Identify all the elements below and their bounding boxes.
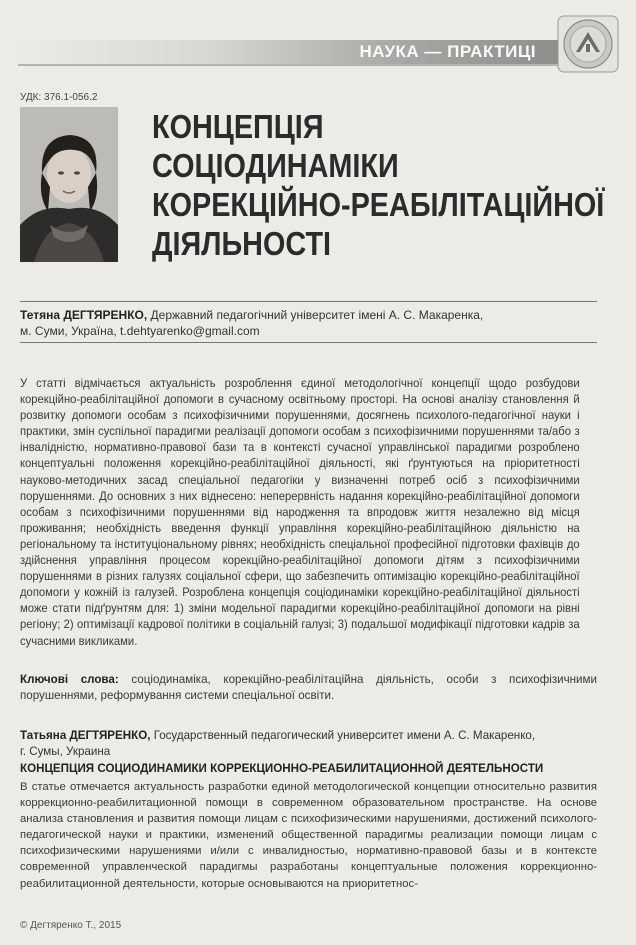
udk-code: УДК: 376.1-056.2 [20, 92, 98, 103]
article-title-line: ДІЯЛЬНОСТІ [152, 226, 332, 263]
journal-logo-icon [556, 14, 620, 74]
author-ru-affiliation: Государственный педагогический университет имени А. С. Макаренко, [150, 729, 536, 742]
author-ru-block [20, 728, 580, 760]
author-ua-affiliation: Державний педагогічний університет імені А. С. Макаренка, [147, 308, 484, 322]
author-ua-location-email: м. Суми, Україна, t.dehtyarenko@gmail.com [20, 324, 260, 338]
author-photo [20, 107, 118, 262]
author-ru-name: Татьяна ДЕГТЯРЕНКО, [20, 729, 151, 742]
keywords-label: Ключові слова: [20, 673, 119, 686]
abstract-ua: У статті відмічається актуальність розроблення єдиної методологічної концепції щодо розбудови корекційно-реабілітаційної допомоги в сучасному освітньому просторі. На основі аналізу становлення й розвитку допомоги особам з психофізичними порушеннями, досягнень психолого-педагогічної науки і практики, змін суспільної парадигми реалізації допомоги особам з психофізичними порушеннями та/або з інвалідністю, нормативно-правової бази та в контексті сучасної управлінської парадигми розроблено концептуальні положення корекційно-реабілітаційної діяльності, які ґрунтуються на пріоритетності науково-методичних засад спеціальної педагогіки у визначенні потреб осіб з психофізичними порушеннями. До основних з них віднесено: неперервність надання корекційно-реабілітаційної допомоги особам з психофізичними порушеннями від народження та впродовж життя незалежно від місця проживання; необхідність введення функції управління корекційно-реабілітаційною діяльністю на регіональному та інституціональному рівнях; необхідність спеціальної професійної підготовки фахівців до здійснення управління процесом корекційно-реабілітаційної допомоги дітям з психофізичними порушеннями в різних галузях соціальної сфери, що забезпечить оптимізацію корекційно-реабілітаційної допомоги у кожній із галузей. Розроблена концепція соціодинаміки корекційно-реабілітаційної діяльності може стати підґрунтям для: 1) зміни модельної парадигми корекційно-реабілітаційної допомоги на рівні регіону; 2) оптимізації кадрової політики в соціальній галузі; 3) подальшої модифікації підготовки кадрів за сучасними викликами. [20, 377, 580, 648]
author-ru-location: г. Сумы, Украина [20, 745, 111, 758]
copyright: © Дегтяренко Т., 2015 [20, 920, 122, 931]
author-ua-name: Тетяна ДЕГТЯРЕНКО, [20, 308, 148, 322]
keywords-text: соціодинаміка, корекційно-реабілітаційна діяльність, особи з психофізичними порушеннями, реформування системи спеціальної освіти. [20, 673, 597, 703]
divider-top [20, 301, 597, 302]
abstract-ru: В статье отмечается актуальность разработки единой методологической концепции относительно развития коррекционно-реабилитационной помощи в современном образовательном пространстве. На основе анализа становления и развития помощи лицам с психофизическими нарушениями, достижений психолого-педагогической науки и практики, изменений общественной парадигмы реализации помощи лицам с психофизическими нарушениями и/или с инвалидностью, нормативно-правовой базы и в контексте современной управленческой парадигмы разработаны концептуальные положения коррекционно-реабилитационной деятельности, которые основываются на приоритетнос- [20, 781, 597, 890]
section-title: НАУКА — ПРАКТИЦІ [359, 42, 536, 61]
keywords-ua [20, 672, 597, 704]
article-title-line: КОНЦЕПЦІЯ [152, 109, 324, 146]
article-title-line: КОРЕКЦІЙНО-РЕАБІЛІТАЦІЙНОЇ [152, 187, 605, 224]
article-title-ru: КОНЦЕПЦИЯ СОЦИОДИНАМИКИ КОРРЕКЦИОННО-РЕАБИЛИТАЦИОННОЙ ДЕЯТЕЛЬНОСТИ [20, 762, 544, 775]
header-rule [18, 64, 558, 66]
author-ua-block [20, 307, 600, 339]
divider-bottom [20, 342, 597, 343]
article-title [152, 108, 605, 264]
article-title-line: СОЦІОДИНАМІКИ [152, 148, 399, 185]
